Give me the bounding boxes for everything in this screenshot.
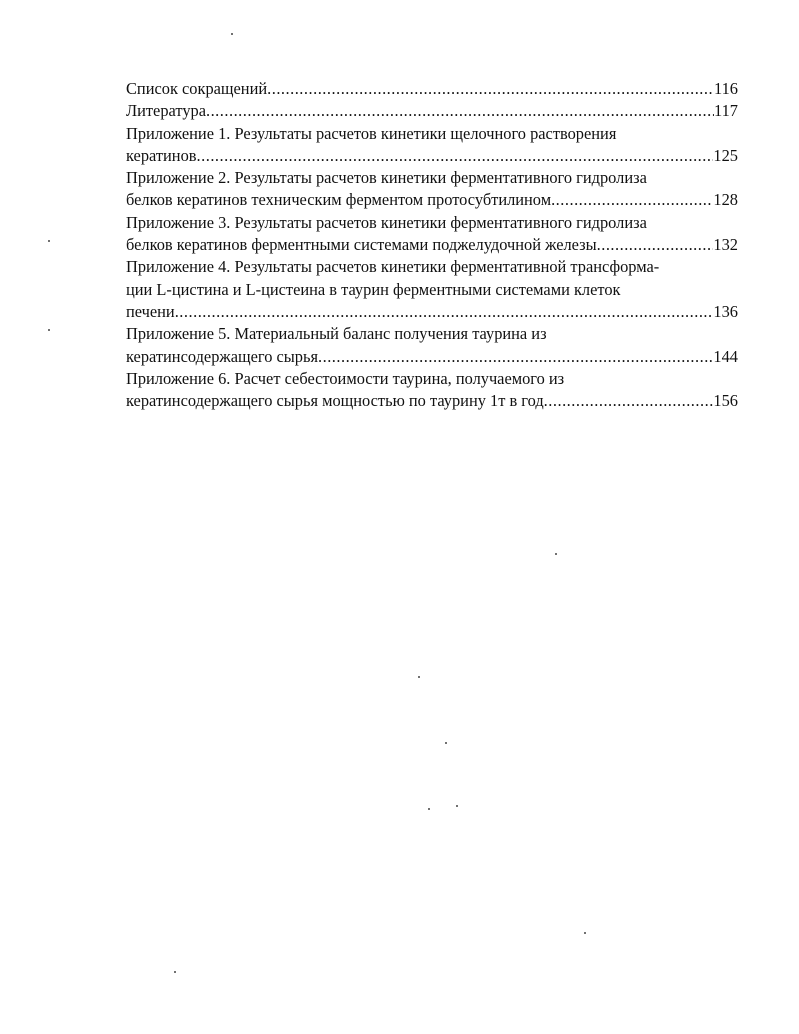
toc-entry-appendix-5 (126, 323, 738, 368)
toc-entry-title-line: Приложение 5. Материальный баланс получения таурина из (126, 324, 547, 344)
toc-entry-last-line (126, 346, 738, 368)
toc-leader-dots (318, 346, 713, 368)
toc-entry-literature (126, 100, 738, 122)
toc-entry-title: Список сокращений (126, 79, 268, 98)
toc-entry-title-line: Приложение 2. Результаты расчетов кинетики ферментативного гидролиза (126, 168, 647, 188)
toc-entry-title: кератинсодержащего сырья мощностью по таурину 1т в год (126, 391, 544, 411)
scan-speck (48, 240, 50, 242)
scan-speck (445, 742, 447, 744)
toc-entry-title: белков кератинов ферментными системами поджелудочной железы (126, 235, 597, 255)
toc-entry-title: Литература (126, 101, 206, 121)
toc-page-number: 116 (714, 79, 738, 98)
toc-entry-title: кератинсодержащего сырья (126, 346, 318, 366)
scan-speck (555, 553, 557, 555)
toc-page-number: 132 (713, 235, 738, 255)
scan-speck (456, 805, 458, 807)
toc-entry-last-line (126, 145, 738, 167)
toc-leader-dots (175, 301, 714, 323)
scan-speck (418, 676, 420, 678)
toc-entry-title-line: Приложение 6. Расчет себестоимости таурина, получаемого из (126, 368, 565, 388)
toc-entry-appendix-4 (126, 256, 738, 323)
table-of-contents (126, 78, 738, 412)
toc-entry-last-line (126, 189, 738, 211)
toc-entry-last-line (126, 301, 738, 323)
scan-speck (584, 932, 586, 934)
toc-leader-dots (551, 189, 713, 211)
toc-leader-dots (544, 390, 714, 412)
toc-entry-title: печени (126, 301, 175, 321)
toc-entry-appendix-2 (126, 167, 738, 212)
toc-entry-title-line: Приложение 4. Результаты расчетов кинетики ферментативной трансформа- (126, 257, 660, 277)
toc-leader-dots (267, 78, 714, 100)
toc-entry-title: белков кератинов техническим ферментом протосубтилином (126, 190, 552, 210)
toc-page-number: 125 (713, 145, 738, 165)
toc-entry-title-line: ции L-цистина и L-цистеина в таурин ферментными системами клеток (126, 279, 621, 299)
toc-page-number: 128 (713, 190, 738, 210)
toc-entry-title: кератинов (126, 145, 197, 165)
toc-leader-dots (206, 100, 714, 122)
toc-page-number: 117 (714, 101, 738, 121)
toc-entry-last-line (126, 390, 738, 412)
scan-speck (48, 329, 50, 331)
toc-page-number: 144 (713, 346, 738, 366)
toc-page-number: 136 (713, 301, 738, 321)
toc-leader-dots (197, 145, 714, 167)
toc-leader-dots (597, 234, 714, 256)
toc-entry-appendix-3 (126, 212, 738, 257)
toc-entry-title-line: Приложение 3. Результаты расчетов кинетики ферментативного гидролиза (126, 212, 647, 232)
scan-speck (231, 33, 233, 35)
scan-speck (174, 971, 176, 973)
scan-speck (428, 808, 430, 810)
toc-page-number: 156 (713, 391, 738, 411)
toc-entry-appendix-1 (126, 123, 738, 168)
toc-entry-title-line: Приложение 1. Результаты расчетов кинетики щелочного растворения (126, 123, 617, 143)
toc-entry-abbreviations (126, 78, 738, 100)
toc-entry-last-line (126, 234, 738, 256)
toc-entry-appendix-6 (126, 368, 738, 413)
